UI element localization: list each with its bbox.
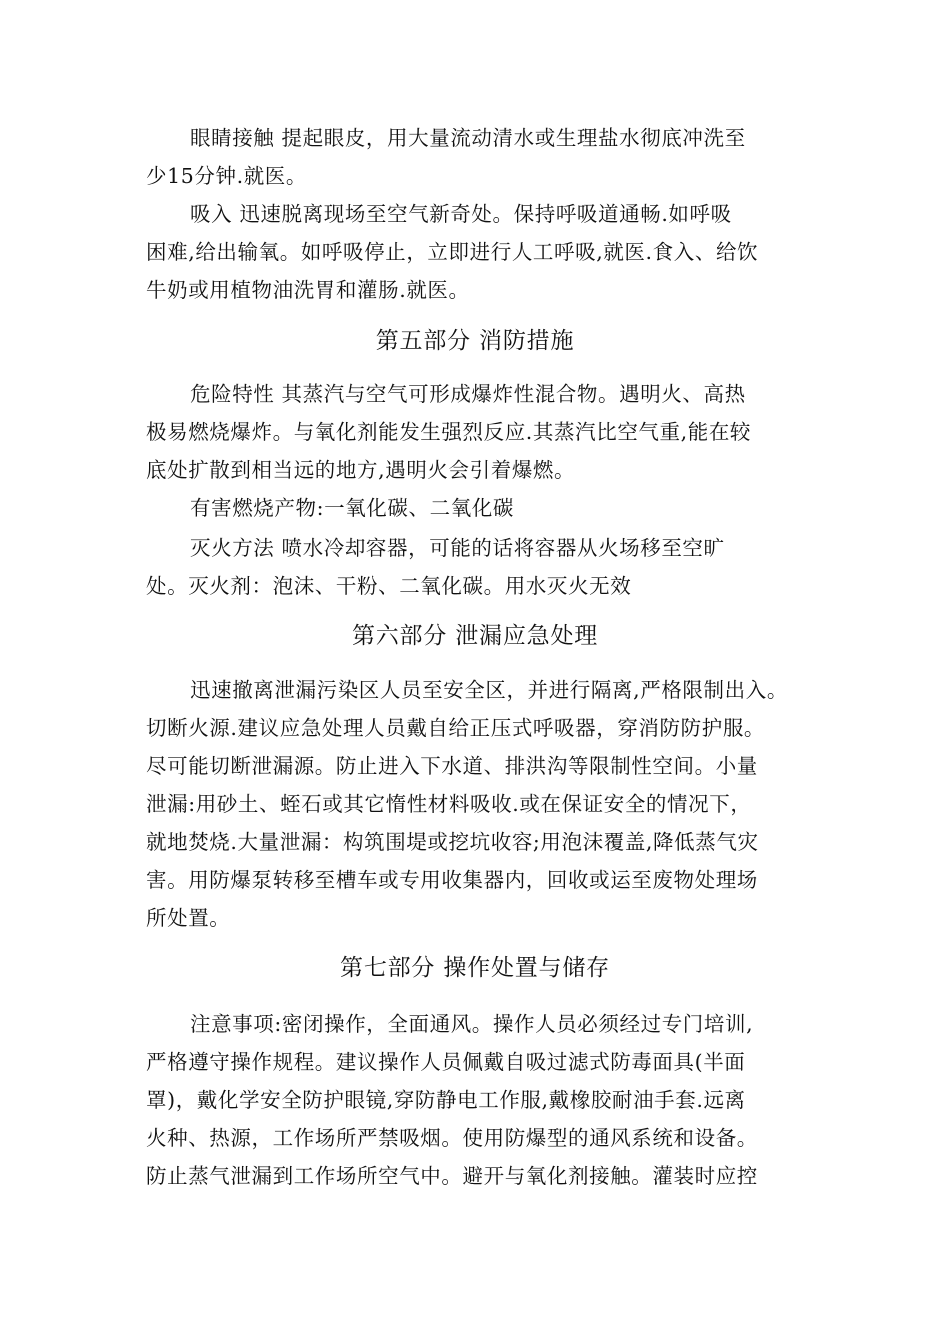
section6-line-6: 害。用防爆泵转移至槽车或专用收集器内，回收或运至废物处理场 (146, 868, 758, 892)
section5-hazard-line-3: 底处扩散到相当远的地方,遇明火会引着爆燃。 (146, 458, 576, 482)
section7-line-1: 注意事项:密闭操作，全面通风。操作人员必须经过专门培训, (190, 1012, 754, 1036)
inhalation-line-2: 困难,给出输氧。如呼吸停止，立即进行人工呼吸,就医.食入、给饮 (146, 240, 759, 264)
section5-title: 第五部分 消防措施 (375, 328, 575, 354)
section7-line-3: 罩)，戴化学安全防护眼镜,穿防静电工作服,戴橡胶耐油手套.远离 (146, 1088, 746, 1112)
section6-line-4: 泄漏:用砂土、蛭石或其它惰性材料吸收.或在保证安全的情况下， (146, 792, 752, 816)
section5-hazard-line-2: 极易燃烧爆炸。与氧化剂能发生强烈反应.其蒸汽比空气重,能在较 (146, 420, 752, 444)
section7-line-4: 火种、热源，工作场所严禁吸烟。使用防爆型的通风系统和设备。 (146, 1126, 758, 1150)
inhalation-line-3: 牛奶或用植物油洗胃和灌肠.就医。 (146, 278, 470, 302)
section7-title: 第七部分 操作处置与储存 (340, 955, 610, 981)
eye-contact-line-1: 眼睛接触 提起眼皮，用大量流动清水或生理盐水彻底冲洗至 (190, 126, 746, 150)
section6-line-5: 就地焚烧.大量泄漏：构筑围堤或挖坑收容;用泡沫覆盖,降低蒸气灾 (146, 830, 759, 854)
section6-line-3: 尽可能切断泄漏源。防止进入下水道、排洪沟等限制性空间。小量 (146, 754, 758, 778)
section6-title: 第六部分 泄漏应急处理 (351, 623, 599, 649)
section5-extinguish-line-1: 灭火方法 喷水冷却容器，可能的话将容器从火场移至空旷 (190, 536, 725, 560)
section5-hazard-line-1: 危险特性 其蒸汽与空气可形成爆炸性混合物。遇明火、高热 (190, 382, 746, 406)
inhalation-line-1: 吸入 迅速脱离现场至空气新奇处。保持呼吸道通畅.如呼吸 (190, 202, 732, 226)
section5-extinguish-line-2: 处。灭火剂：泡沫、干粉、二氧化碳。用水灭火无效 (146, 574, 632, 598)
section7-line-5: 防止蒸气泄漏到工作场所空气中。避开与氧化剂接触。灌装时应控 (146, 1164, 758, 1188)
section6-line-2: 切断火源.建议应急处理人员戴自给正压式呼吸器，穿消防防护服。 (146, 716, 766, 740)
section5-combustion-line: 有害燃烧产物:一氧化碳、二氧化碳 (190, 496, 515, 520)
section6-line-7: 所处置。 (146, 906, 231, 930)
eye-contact-line-2: 少15分钟.就医。 (146, 164, 308, 188)
section7-line-2: 严格遵守操作规程。建议操作人员佩戴自吸过滤式防毒面具(半面 (146, 1050, 746, 1074)
section6-line-1: 迅速撤离泄漏污染区人员至安全区，并进行隔离,严格限制出入。 (190, 678, 788, 702)
